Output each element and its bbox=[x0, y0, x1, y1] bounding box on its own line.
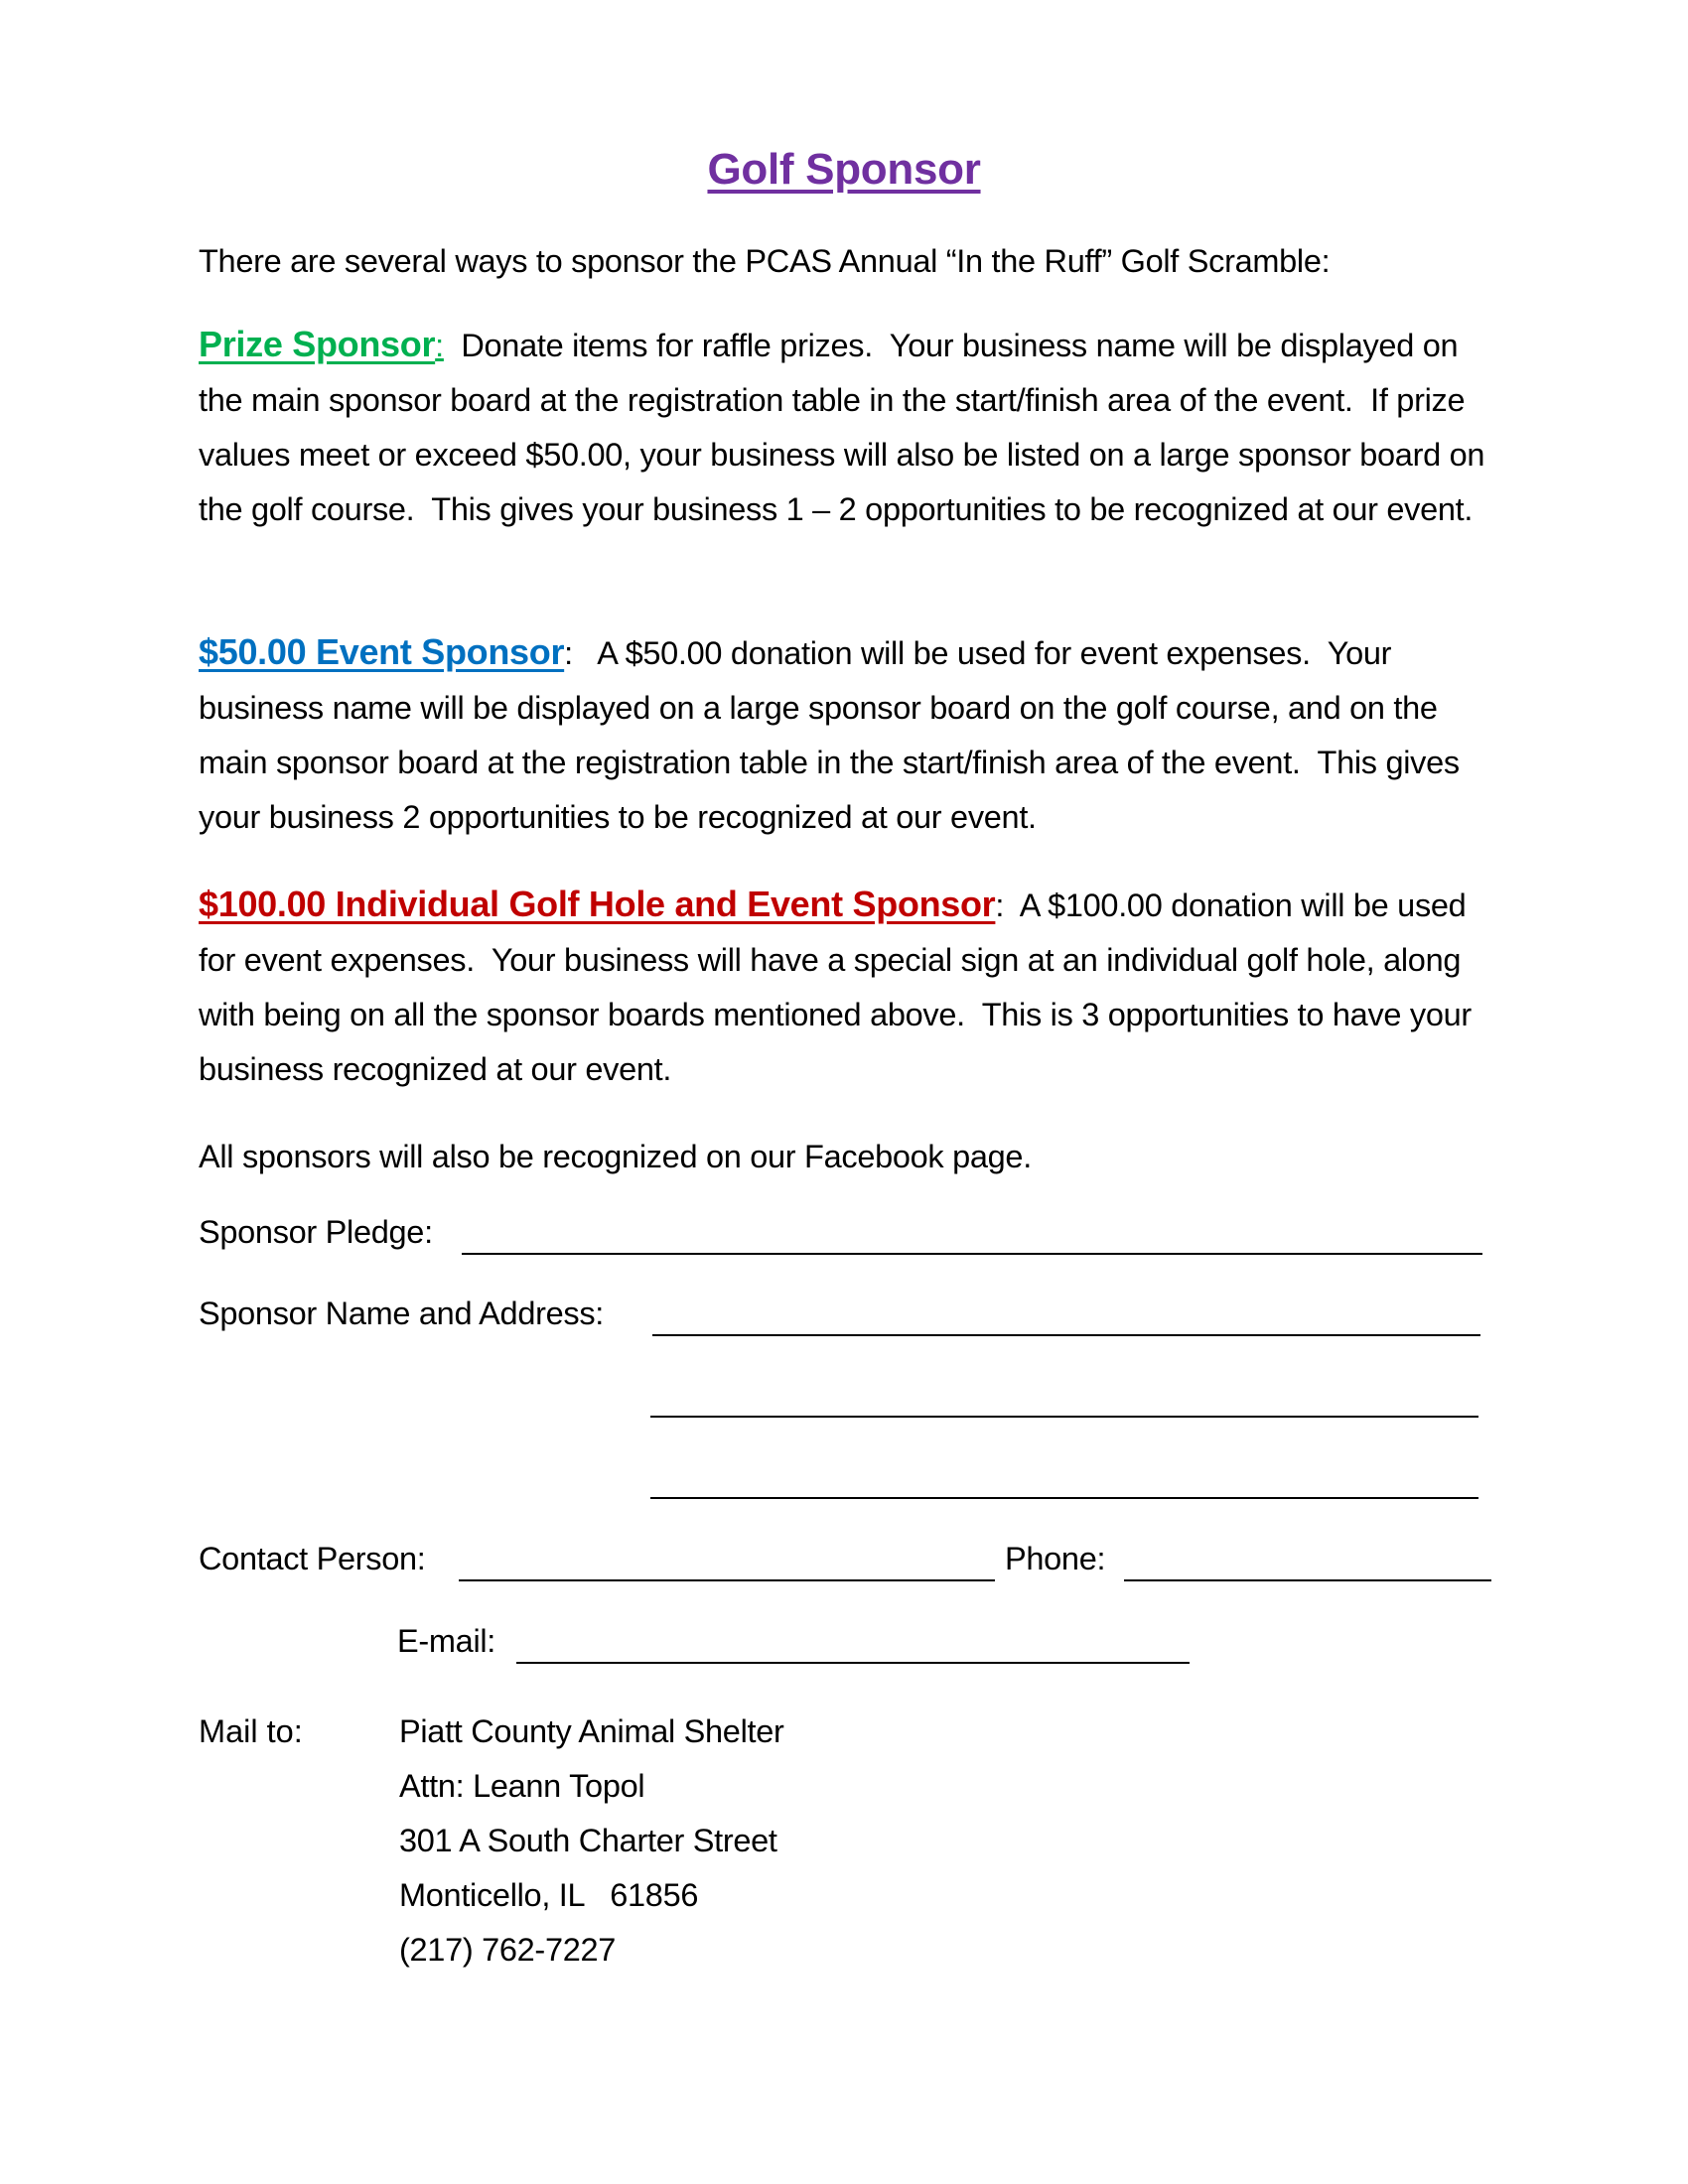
prize-sponsor-colon: : bbox=[435, 328, 444, 363]
mail-line-phone: (217) 762-7227 bbox=[399, 1932, 617, 1968]
hole-sponsor-section bbox=[199, 877, 1489, 1097]
prize-sponsor-heading: Prize Sponsor bbox=[199, 324, 436, 364]
mail-line-street: 301 A South Charter Street bbox=[399, 1823, 777, 1858]
event-50-sponsor-text: A $50.00 donation will be used for event expenses. Your business name will be displayed on a large sponsor board on the golf course, and on the main sponsor board at the registration table in the start/finish area of the event. This gives your business 2 opportunities to be recognized at our event. bbox=[199, 635, 1469, 835]
prize-sponsor-text: Donate items for raffle prizes. Your business name will be displayed on the main sponsor board at the registration table in the start/finish area of the event. If prize values meet or exceed $50.00, your business will also be listed on a large sponsor board on the golf course. This gives your business 1 – 2 opportunities to be recognized at our event. bbox=[199, 328, 1493, 527]
prize-sponsor-section bbox=[199, 317, 1493, 537]
phone-label: Phone: bbox=[1005, 1541, 1106, 1576]
event-50-sponsor-heading: $50.00 Event Sponsor bbox=[199, 631, 565, 672]
contact-person-label: Contact Person: bbox=[199, 1541, 426, 1576]
mail-line-city-state-zip: Monticello, IL 61856 bbox=[399, 1877, 699, 1913]
mail-to-label: Mail to: bbox=[199, 1713, 303, 1749]
contact-person-field[interactable] bbox=[459, 1579, 995, 1581]
mail-address-block bbox=[399, 1705, 784, 1978]
sponsor-name-address-label: Sponsor Name and Address: bbox=[199, 1296, 605, 1331]
sponsor-name-address-field-3[interactable] bbox=[650, 1497, 1478, 1499]
hole-sponsor-colon: : bbox=[995, 887, 1005, 923]
email-field[interactable] bbox=[516, 1662, 1190, 1664]
page-title: Golf Sponsor bbox=[707, 145, 981, 194]
sponsor-name-address-field-1[interactable] bbox=[652, 1334, 1480, 1336]
phone-field[interactable] bbox=[1124, 1579, 1491, 1581]
hole-sponsor-heading: $100.00 Individual Golf Hole and Event Sponsor bbox=[199, 884, 996, 924]
hole-sponsor-text: A $100.00 donation will be used for event expenses. Your business will have a special sign at an individual golf hole, along with being on all the sponsor boards mentioned above. This is 3 opportunities to have your business recognized at our event. bbox=[199, 887, 1480, 1087]
facebook-note: All sponsors will also be recognized on our Facebook page. bbox=[199, 1139, 1032, 1174]
intro-paragraph: There are several ways to sponsor the PCAS Annual “In the Ruff” Golf Scramble: bbox=[199, 243, 1331, 279]
event-50-sponsor-colon: : bbox=[564, 635, 573, 671]
sponsor-pledge-field[interactable] bbox=[462, 1253, 1482, 1255]
sponsor-pledge-label: Sponsor Pledge: bbox=[199, 1214, 433, 1250]
sponsor-name-address-field-2[interactable] bbox=[650, 1416, 1478, 1418]
email-label: E-mail: bbox=[397, 1623, 496, 1659]
event-50-sponsor-section bbox=[199, 624, 1489, 845]
mail-line-attention: Attn: Leann Topol bbox=[399, 1768, 645, 1804]
mail-line-organization: Piatt County Animal Shelter bbox=[399, 1713, 784, 1749]
